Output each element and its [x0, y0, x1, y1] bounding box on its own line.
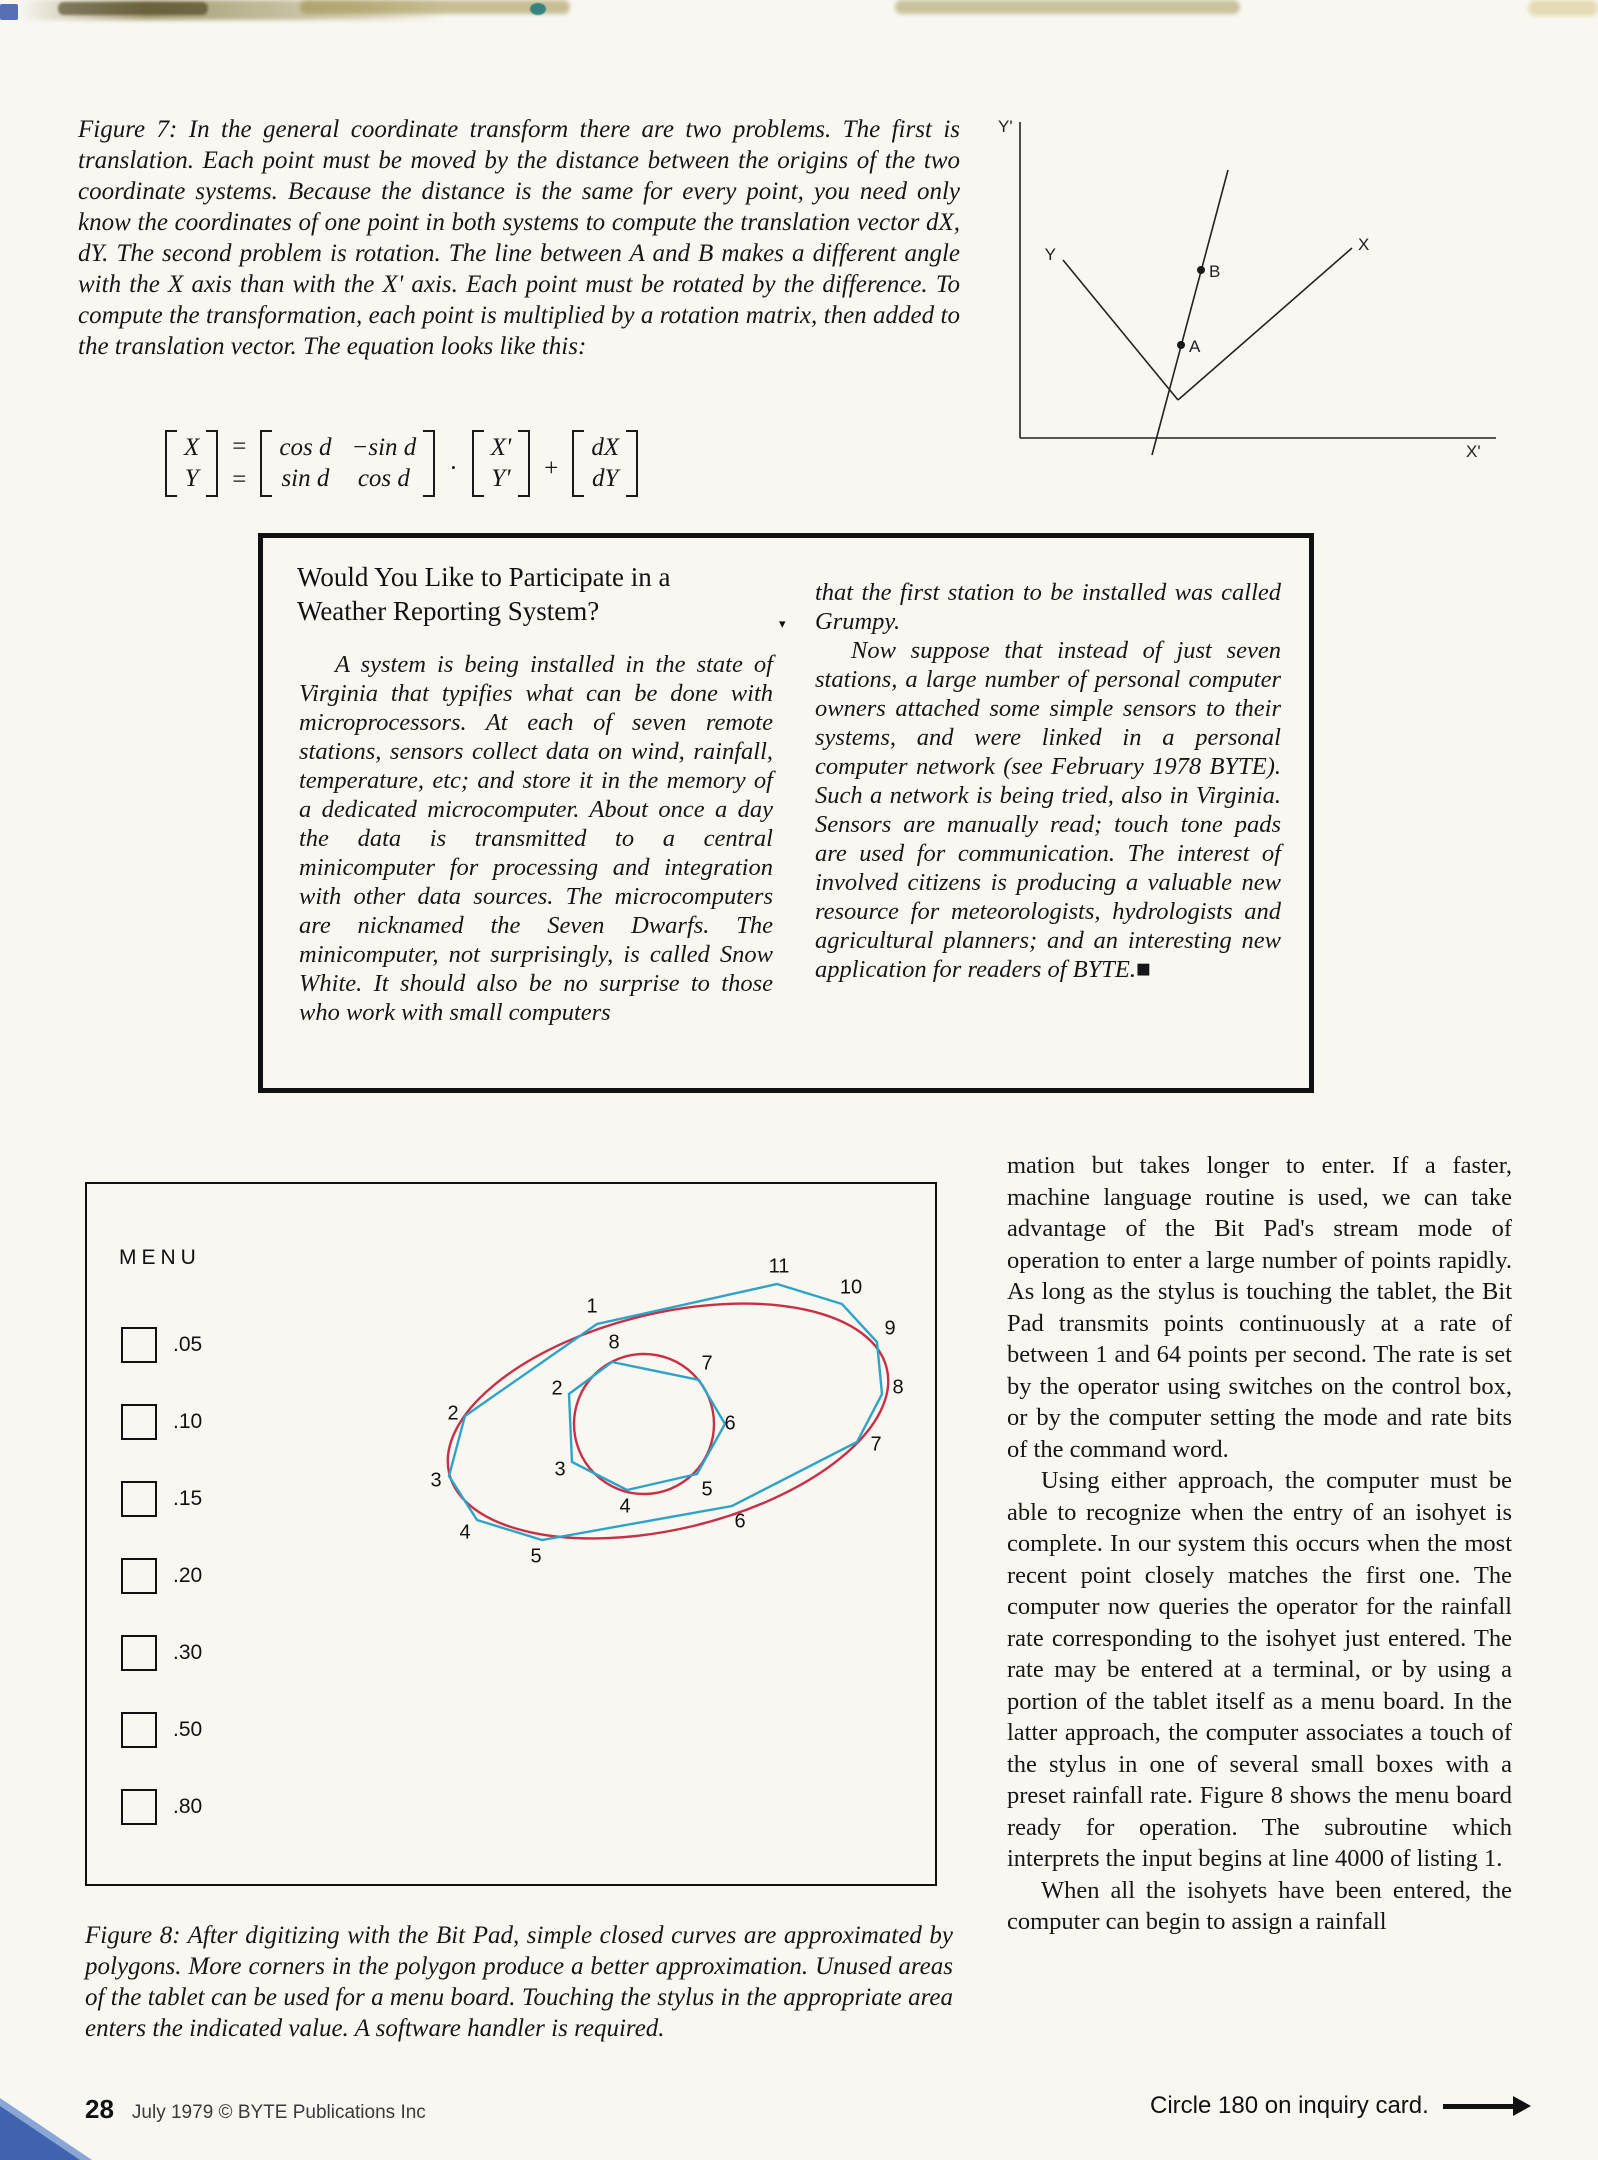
artifact-mark: ▾ [779, 616, 786, 631]
menu-cell [121, 1712, 202, 1748]
figure8-curves [87, 1184, 939, 1888]
body-paragraph: mation but takes longer to enter. If a faster, machine language routine is used, we can take advantage of the Bit Pad's stream mode of operation to enter a large number of points rapidly. As long as the stylus is touching the tablet, the Bit Pad transmits points continuously at a rate of between 1 and 64 points per second. The rate is set by the operator using switches on the control box, or by the computer setting the mode and rate bits of the command word. [1007, 1152, 1512, 1463]
rhs-vector: X' Y' [472, 430, 531, 497]
equals-signs: = = [232, 432, 247, 494]
figure7-diagram [990, 110, 1510, 460]
point-b-label: B [1209, 262, 1221, 281]
lhs-vector: X Y [165, 430, 218, 497]
figure7-caption: Figure 7: In the general coordinate transform there are two problems. The first is translation. Each point must be moved by the distance between the origins of the two coordinate systems. Because the distance is the same for every point, you need only know the coordinates of one point in both systems to compute the translation vector dX, dY. The second problem is rotation. The line between A and B makes a different angle with the X axis than with the X' axis. Each point must be rotated by the difference. To compute the transformation, each point is multiplied by a rotation matrix, then added to the translation vector. The equation looks like this: [78, 116, 960, 360]
body-paragraph: Using either approach, the computer must be able to recognize when the entry of an isohyet is complete. In our system this occurs when the most recent point closely matches the first one. The computer now queries the operator for the rainfall rate corresponding to the isohyet just entered. The rate may be entered at a terminal, or by using a portion of the tablet itself as a menu board. In the latter approach, the computer associates a touch of the stylus in one of several small boxes with a preset rainfall rate. Figure 8 shows the menu board ready for operation. The subroutine which interprets the input begins at line 4000 of listing 1. [1007, 1467, 1512, 1872]
sidebar-column-2: that the first station to be installed was called Grumpy. Now suppose that instead of just seven stations, a large number of personal computer owners attached some simple sensors to their systems, and were linked in a personal computer network (see February 1978 BYTE). Such a network is being tried, also in Virginia. Sensors are manually read; touch tone pads are used for communication. The interest of involved citizens is producing a valuable new resource for meteorologists, hydrologists and agricultural planners; and an interesting new application for readers of BYTE.■ [815, 579, 1281, 983]
rotation-matrix: cos d −sin d sin d cos d [260, 430, 435, 497]
vertex-label: 9 [884, 1317, 896, 1340]
menu-cell [121, 1327, 202, 1363]
menu-box-icon [121, 1481, 157, 1517]
scan-artifact [58, 2, 208, 15]
footer-right [1150, 2092, 1531, 2120]
vertex-label: 6 [734, 1510, 746, 1533]
menu-cell [121, 1558, 202, 1594]
menu-cell-value: .10 [173, 1410, 203, 1433]
body-column [1007, 1150, 1512, 1938]
sidebar-box [258, 533, 1314, 1093]
figure8-box [85, 1182, 937, 1886]
menu-box-icon [121, 1558, 157, 1594]
menu-box-icon [121, 1327, 157, 1363]
dot-operator: · [449, 454, 458, 482]
menu-box-icon [121, 1635, 157, 1671]
vertex-label: 5 [530, 1545, 542, 1568]
menu-box-icon [121, 1712, 157, 1748]
vertex-label: 8 [892, 1376, 904, 1399]
scan-artifact [895, 0, 1240, 14]
point-a-dot [1177, 341, 1185, 349]
scan-artifact [0, 4, 18, 20]
axis-label-y: Y [1044, 245, 1056, 264]
vertex-label: 4 [459, 1521, 471, 1544]
publication-credit: July 1979 © BYTE Publications Inc [131, 2102, 426, 2123]
scan-artifact [530, 3, 546, 15]
menu-cell [121, 1481, 202, 1517]
vertex-label: 3 [430, 1469, 442, 1492]
point-a-label: A [1189, 337, 1201, 356]
menu-cell-value: .15 [173, 1487, 203, 1510]
corner-triangle [0, 2106, 80, 2160]
plus-operator: + [544, 454, 559, 482]
vertex-label: 5 [701, 1478, 713, 1501]
vertex-label: 2 [447, 1402, 459, 1425]
ab-line [1152, 170, 1228, 455]
vertex-label: 6 [724, 1412, 736, 1435]
figure8-caption: Figure 8: After digitizing with the Bit Pad, simple closed curves are approximated by polygons. More corners in the polygon produce a better approximation. Unused areas of the tablet can be used for a menu board. Touching the stylus in the appropriate area enters the indicated value. A software handler is required. [85, 1922, 953, 2042]
footer-left [85, 2094, 426, 2125]
menu-cell [121, 1635, 202, 1671]
point-b-dot [1197, 266, 1205, 274]
menu-cell-value: .80 [173, 1795, 203, 1818]
menu-cell-value: .30 [173, 1641, 203, 1664]
inquiry-note: Circle 180 on inquiry card. [1150, 2092, 1429, 2119]
sidebar-column-1: A system is being installed in the state of Virginia that typifies what can be done with microprocessors. At each of seven remote stations, sensors collect data on wind, rainfall, temperature, etc; and store it in the memory of a dedicated microcomputer. About once a day the data is transmitted to a central minicomputer for processing and integration with other data sources. The microcomputers are nicknamed the Seven Dwarfs. The minicomputer, not surprisingly, is called Snow White. It should also be no surprise to those who work with small computers [299, 651, 773, 1026]
y-axis-line [1063, 260, 1178, 400]
menu-cell-value: .50 [173, 1718, 203, 1741]
axis-label-y-prime: Y' [998, 117, 1013, 136]
page-number: 28 [85, 2094, 114, 2124]
scan-artifact [1528, 0, 1598, 16]
vertex-label: 11 [768, 1255, 790, 1278]
menu-cell [121, 1789, 202, 1825]
vertex-label: 10 [839, 1276, 863, 1299]
menu-cell-value: .20 [173, 1564, 203, 1587]
vertex-label: 7 [870, 1433, 882, 1456]
vertex-label: 4 [619, 1495, 631, 1518]
vertex-label: 8 [608, 1331, 620, 1354]
rotation-equation [165, 430, 638, 497]
vertex-label: 3 [554, 1458, 566, 1481]
body-paragraph: When all the isohyets have been entered, the computer can begin to assign a rainfall [1007, 1876, 1512, 1935]
menu-cell-value: .05 [173, 1333, 203, 1356]
vertex-label: 7 [701, 1352, 713, 1375]
right-arrow-icon [1443, 2104, 1515, 2109]
translation-vector: dX dY [572, 430, 638, 497]
axis-label-x: X [1358, 235, 1370, 254]
outer-isohyet-curve [424, 1263, 912, 1578]
menu-label: MENU [119, 1246, 201, 1269]
outer-polygon-approximation [449, 1284, 882, 1540]
vertex-label: 2 [551, 1377, 563, 1400]
sidebar-title: Would You Like to Participate in a Weather Reporting System? [297, 562, 671, 626]
menu-box-icon [121, 1404, 157, 1440]
menu-box-icon [121, 1789, 157, 1825]
vertex-label: 1 [586, 1295, 598, 1318]
axis-label-x-prime: X' [1466, 442, 1481, 460]
menu-cell [121, 1404, 202, 1440]
